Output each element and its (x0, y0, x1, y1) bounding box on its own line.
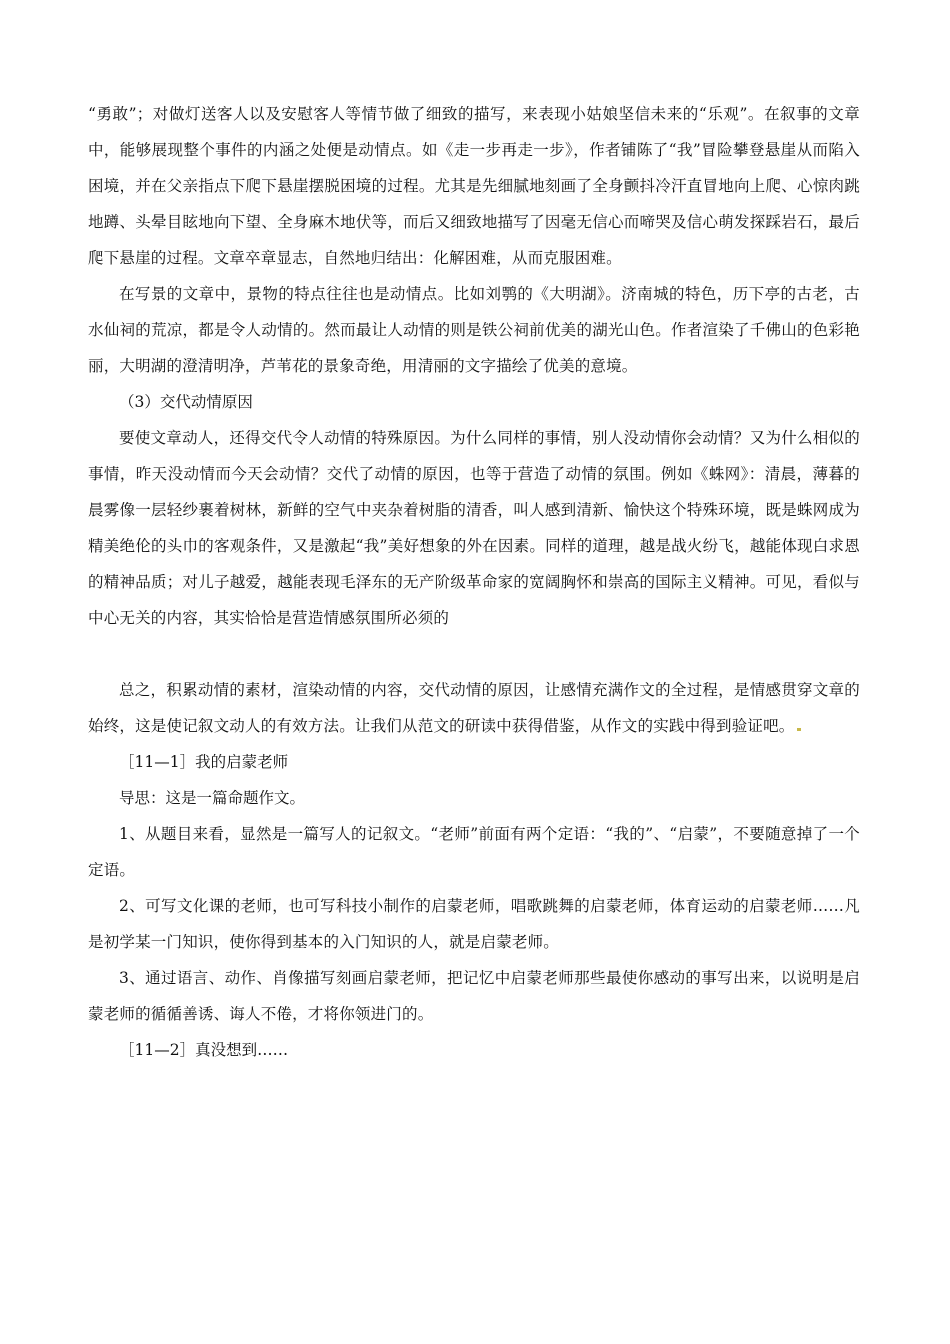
guide-point-2 (88, 888, 860, 960)
highlight-mark (797, 728, 801, 731)
paragraph-narrative-emotion-point (88, 96, 860, 276)
guide-intro: 导思：这是一篇命题作文。 (119, 789, 306, 807)
blank-line (88, 636, 860, 672)
paragraph-scenery-emotion-point (88, 276, 860, 384)
essay-title-11-1: ［11—1］我的启蒙老师 (119, 753, 289, 771)
paragraph-text: 要使文章动人，还得交代令人动情的特殊原因。为什么同样的事情，别人没动情你会动情？又为什么相似的事情，昨天没动情而今天会动情？交代了动情的原因，也等于营造了动情的氛围。例如《蛛网》：清晨，薄暮的晨雾像一层轻纱裹着树林，新鲜的空气中夹杂着树脂的清香，叫人感到清新、愉快这个特殊环境，既是蛛网成为精美绝伦的头巾的客观条件，又是激起“我”美好想象的外在因素。同样的道理，越是战火纷飞，越能体现白求恩的精神品质；对儿子越爱，越能表现毛泽东的无产阶级革命家的宽阔胸怀和崇高的国际主义精神。可见，看似与中心无关的内容，其实恰恰是营造情感氛围所必须的 (88, 429, 860, 627)
paragraph-emotion-reason (88, 420, 860, 636)
guide-point-1 (88, 816, 860, 888)
paragraph-summary (88, 672, 860, 744)
document-page (88, 96, 860, 1068)
guide-point-3 (88, 960, 860, 1032)
paragraph-text: 1、从题目来看，显然是一篇写人的记叙文。“老师”前面有两个定语：“我的”、“启蒙”，不要随意掉了一个定语。 (88, 825, 860, 879)
essay-title-11-2: ［11—2］真没想到…… (119, 1041, 289, 1059)
section-heading: （3）交代动情原因 (119, 393, 253, 411)
paragraph-text: “勇敢”；对做灯送客人以及安慰客人等情节做了细致的描写，来表现小姑娘坚信未来的“乐观”。在叙事的文章中，能够展现整个事件的内涵之处便是动情点。如《走一步再走一步》，作者铺陈了“我”冒险攀登悬崖从而陷入困境，并在父亲指点下爬下悬崖摆脱困境的过程。尤其是先细腻地刻画了全身颤抖冷汗直冒地向上爬、心惊肉跳地蹲、头晕目眩地向下望、全身麻木地伏等，而后又细致地描写了因毫无信心而啼哭及信心萌发探踩岩石，最后爬下悬崖的过程。文章卒章显志，自然地归结出：化解困难，从而克服困难。 (88, 105, 860, 267)
paragraph-text: 总之，积累动情的素材，渲染动情的内容，交代动情的原因，让感情充满作文的全过程，是情感贯穿文章的始终，这是使记叙文动人的有效方法。让我们从范文的研读中获得借鉴，从作文的实践中得到验证吧。 (88, 681, 860, 735)
paragraph-text: 在写景的文章中，景物的特点往往也是动情点。比如刘鹗的《大明湖》。济南城的特色，历下亭的古老，古水仙祠的荒凉，都是令人动情的。然而最让人动情的则是铁公祠前优美的湖光山色。作者渲染了千佛山的色彩艳丽，大明湖的澄清明净，芦苇花的景象奇绝，用清丽的文字描绘了优美的意境。 (88, 285, 860, 375)
paragraph-text: 2、可写文化课的老师，也可写科技小制作的启蒙老师，唱歌跳舞的启蒙老师，体育运动的启蒙老师……凡是初学某一门知识，使你得到基本的入门知识的人，就是启蒙老师。 (88, 897, 860, 951)
paragraph-text: 3、通过语言、动作、肖像描写刻画启蒙老师，把记忆中启蒙老师那些最使你感动的事写出来，以说明是启蒙老师的循循善诱、诲人不倦，才将你领进门的。 (88, 969, 860, 1023)
